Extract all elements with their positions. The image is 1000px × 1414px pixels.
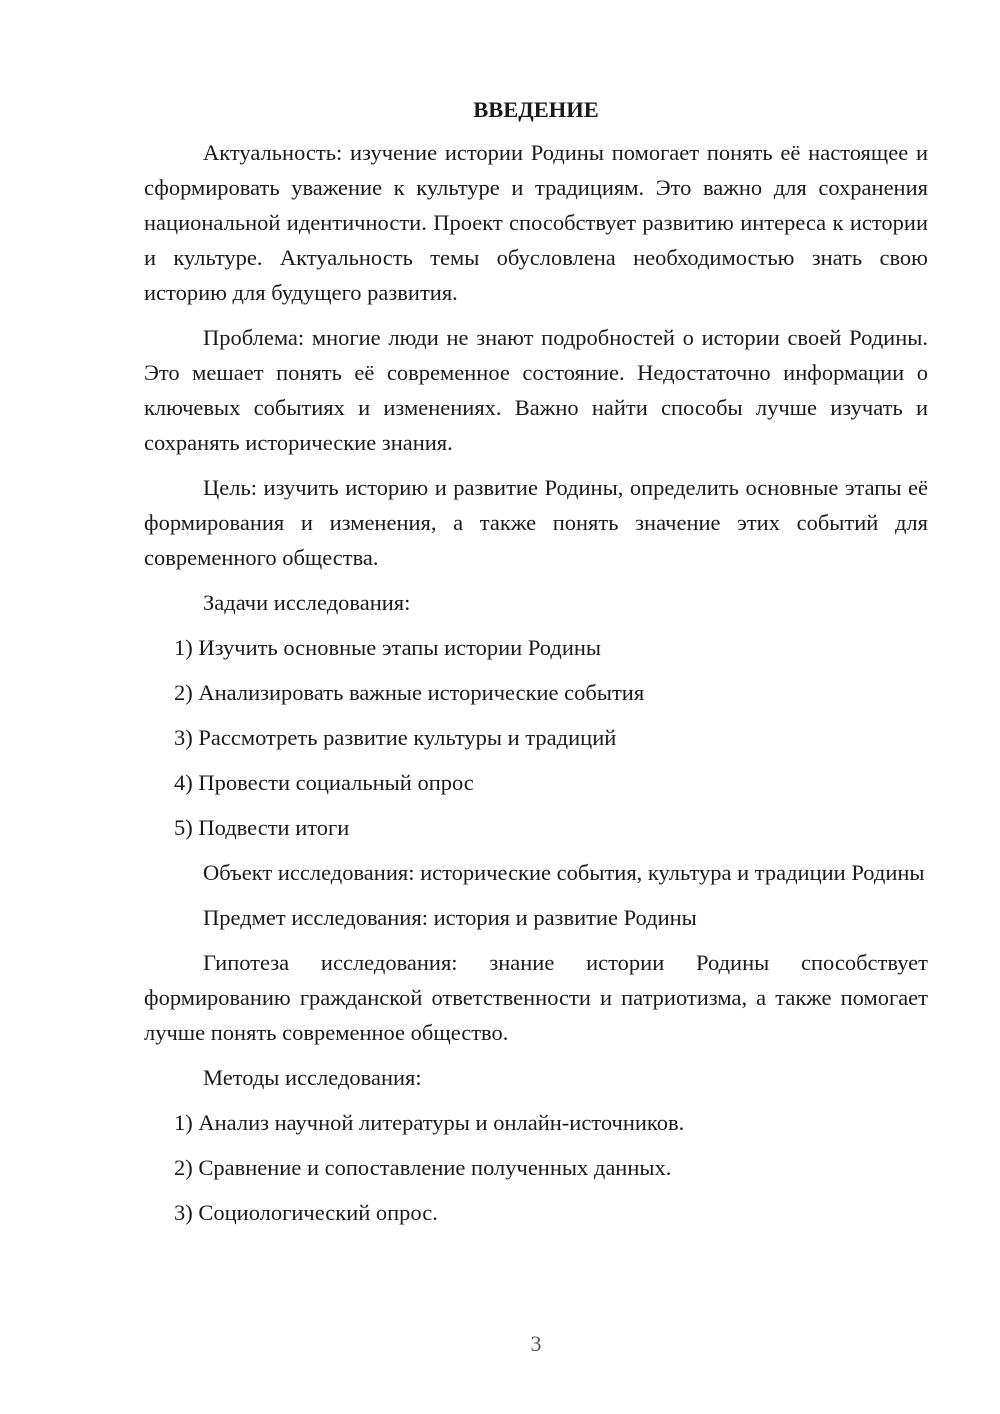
object-paragraph: Объект исследования: исторические события, культура и традиции Родины <box>203 860 925 885</box>
hypothesis-paragraph: Гипотеза исследования: знание истории Родины способствует формированию гражданской ответственности и патриотизма, а также помогает лучше понять современное общество. <box>144 950 928 1045</box>
tasks-label: Задачи исследования: <box>203 590 411 615</box>
methods-label: Методы исследования: <box>203 1065 422 1090</box>
list-item: 3) Рассмотреть развитие культуры и традиций <box>174 725 617 750</box>
list-item: 1) Анализ научной литературы и онлайн-источников. <box>174 1110 685 1135</box>
subject-paragraph: Предмет исследования: история и развитие Родины <box>203 905 697 930</box>
relevance-paragraph: Актуальность: изучение истории Родины помогает понять её настоящее и сформировать уважение к культуре и традициям. Это важно для сохранения национальной идентичности. Проект способствует развитию интереса к истории и культуре. Актуальность темы обусловлена необходимостью знать свою историю для будущего развития. <box>144 140 928 305</box>
list-item: 1) Изучить основные этапы истории Родины <box>174 635 602 660</box>
list-item: 2) Сравнение и сопоставление полученных данных. <box>174 1155 672 1180</box>
list-item: 4) Провести социальный опрос <box>174 770 474 795</box>
list-item: 3) Социологический опрос. <box>174 1200 438 1225</box>
methods-list <box>144 1105 928 1230</box>
list-item: 5) Подвести итоги <box>174 815 350 840</box>
document-page <box>144 92 928 1240</box>
problem-paragraph: Проблема: многие люди не знают подробностей о истории своей Родины. Это мешает понять её современное состояние. Недостаточно информации о ключевых событиях и изменениях. Важно найти способы лучше изучать и сохранять исторические знания. <box>144 325 928 455</box>
list-item: 2) Анализировать важные исторические события <box>174 680 645 705</box>
goal-paragraph: Цель: изучить историю и развитие Родины, определить основные этапы её формирования и изменения, а также понять значение этих событий для современного общества. <box>144 475 928 570</box>
tasks-list <box>144 630 928 845</box>
page-number: 3 <box>530 1331 542 1356</box>
page-title: ВВЕДЕНИЕ <box>473 97 599 122</box>
